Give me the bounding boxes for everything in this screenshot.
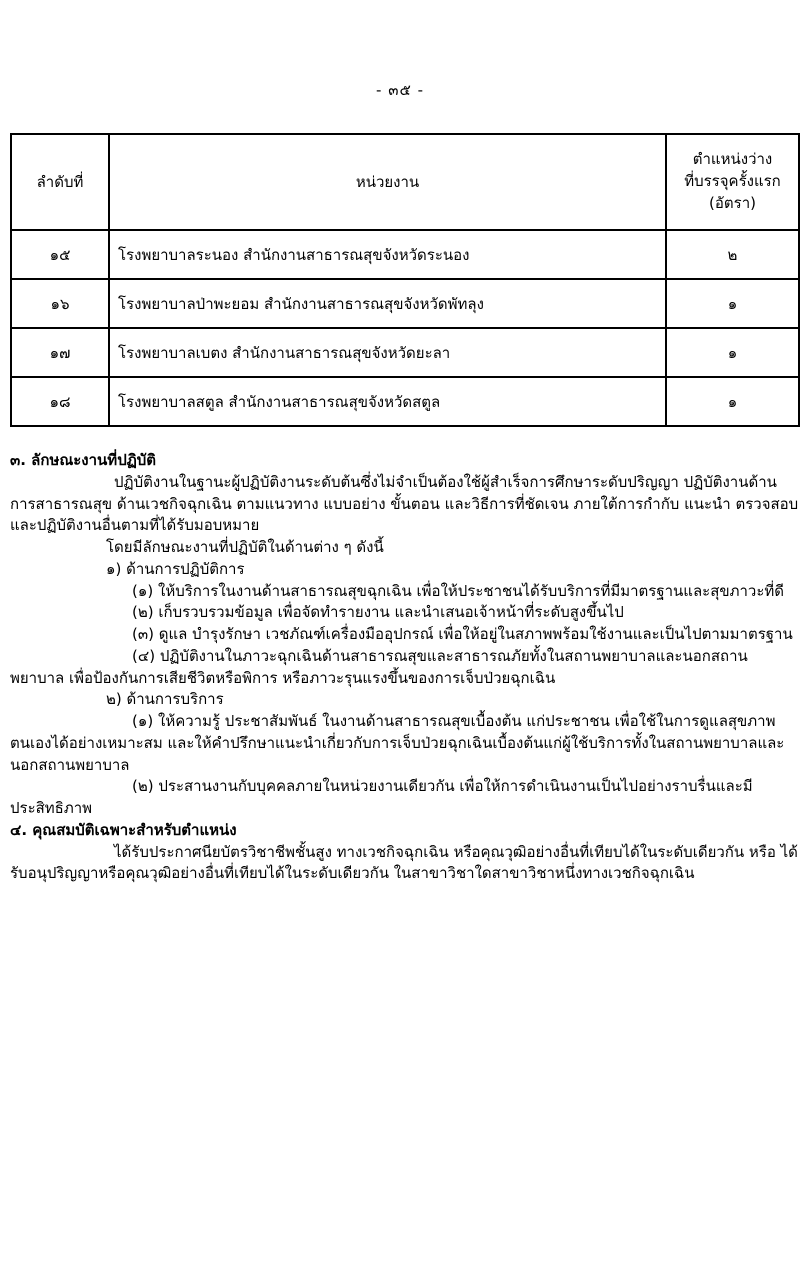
page-number: - ๓๕ -: [376, 81, 424, 99]
table-row: [11, 279, 799, 328]
row-unit: โรงพยาบาลป่าพะยอม สำนักงานสาธารณสุขจังหวัดพัทลุง: [109, 279, 666, 328]
row-count: ๑: [666, 328, 799, 377]
row-no: ๑๘: [11, 377, 109, 426]
section3-heading: ๓. ลักษณะงานที่ปฏิบัติ: [10, 451, 157, 469]
row-count: ๒: [666, 230, 799, 279]
operations-item: (๒) เก็บรวบรวมข้อมูล เพื่อจัดทำรายงาน และนำเสนอเจ้าหน้าที่ระดับสูงขึ้นไป: [132, 603, 624, 622]
header-count: [666, 134, 799, 230]
row-no: ๑๕: [11, 230, 109, 279]
header-count-line2: ที่บรรจุครั้งแรก: [684, 172, 781, 191]
row-no: ๑๗: [11, 328, 109, 377]
positions-table: [10, 133, 800, 427]
section4-text: ได้รับประกาศนียบัตรวิชาชีพชั้นสูง ทางเวชกิจฉุกเฉิน หรือคุณวุฒิอย่างอื่นที่เทียบได้ในระดับเดียวกัน หรือ ได้รับอนุปริญญาหรือคุณวุฒิอย่างอื่นที่เทียบได้ในระดับเดียวกัน ในสาขาวิชาใดสาขาวิชาหนึ่งทางเวชกิจฉุกเฉิน: [10, 842, 798, 883]
header-count-line3: (อัตรา): [709, 193, 756, 212]
table-row: [11, 328, 799, 377]
services-item: (๒) ประสานงานกับบุคคลภายในหน่วยงานเดียวกัน เพื่อให้การดำเนินงานเป็นไปอย่างราบรื่นและมีประสิทธิภาพ: [10, 777, 753, 817]
header-unit: หน่วยงาน: [109, 134, 666, 230]
row-unit: โรงพยาบาลระนอง สำนักงานสาธารณสุขจังหวัดระนอง: [109, 230, 666, 279]
operations-subheading: ๑) ด้านการปฏิบัติการ: [106, 559, 245, 578]
table-header-row: [11, 134, 799, 230]
operations-item: (๔) ปฏิบัติงานในภาวะฉุกเฉินด้านสาธารณสุขและสาธารณภัยทั้งในสถานพยาบาลและนอกสถานพยาบาล เพื่อป้องกันการเสียชีวิตหรือพิการ หรือภาวะรุนแรงขึ้นของการเจ็บป่วยฉุกเฉิน: [10, 646, 748, 687]
section3-intro: ปฏิบัติงานในฐานะผู้ปฏิบัติงานระดับต้นซึ่งไม่จำเป็นต้องใช้ผู้สำเร็จการศึกษาระดับปริญญา ปฏิบัติงานด้านการสาธารณสุข ด้านเวชกิจฉุกเฉิน ตามแนวทาง แบบอย่าง ขั้นตอน และวิธีการที่ชัดเจน ภายใต้การกำกับ แนะนำ ตรวจสอบ และปฏิบัติงานอื่นตามที่ได้รับมอบหมาย: [10, 472, 799, 535]
services-item: (๑) ให้ความรู้ ประชาสัมพันธ์ ในงานด้านสาธารณสุขเบื้องต้น แก่ประชาชน เพื่อใช้ในการดูแลสุขภาพตนเองได้อย่างเหมาะสม และให้คำปรึกษาแนะนำเกี่ยวกับการเจ็บป่วยฉุกเฉินเบื้องต้นแก่ผู้ใช้บริการทั้งในสถานพยาบาลและนอกสถานพยาบาล: [10, 712, 785, 774]
row-count: ๑: [666, 279, 799, 328]
row-count: ๑: [666, 377, 799, 426]
row-unit: โรงพยาบาลสตูล สำนักงานสาธารณสุขจังหวัดสตูล: [109, 377, 666, 426]
services-subheading: ๒) ด้านการบริการ: [106, 690, 224, 709]
section4-heading: ๔. คุณสมบัติเฉพาะสำหรับตำแหน่ง: [10, 820, 237, 839]
row-no: ๑๖: [11, 279, 109, 328]
operations-item: (๑) ให้บริการในงานด้านสาธารณสุขฉุกเฉิน เพื่อให้ประชาชนได้รับบริการที่มีมาตรฐานและสุขภาวะที่ดี: [132, 581, 785, 600]
document-body: [10, 450, 800, 885]
operations-item: (๓) ดูแล บำรุงรักษา เวชภัณฑ์เครื่องมืออุปกรณ์ เพื่อให้อยู่ในสภาพพร้อมใช้งานและเป็นไปตามมาตรฐาน: [132, 625, 793, 643]
table-row: [11, 230, 799, 279]
row-unit: โรงพยาบาลเบตง สำนักงานสาธารณสุขจังหวัดยะลา: [109, 328, 666, 377]
section3-lead: โดยมีลักษณะงานที่ปฏิบัติในด้านต่าง ๆ ดังนี้: [106, 538, 384, 556]
header-no: ลำดับที่: [11, 134, 109, 230]
header-count-line1: ตำแหน่งว่าง: [692, 150, 773, 169]
table-row: [11, 377, 799, 426]
